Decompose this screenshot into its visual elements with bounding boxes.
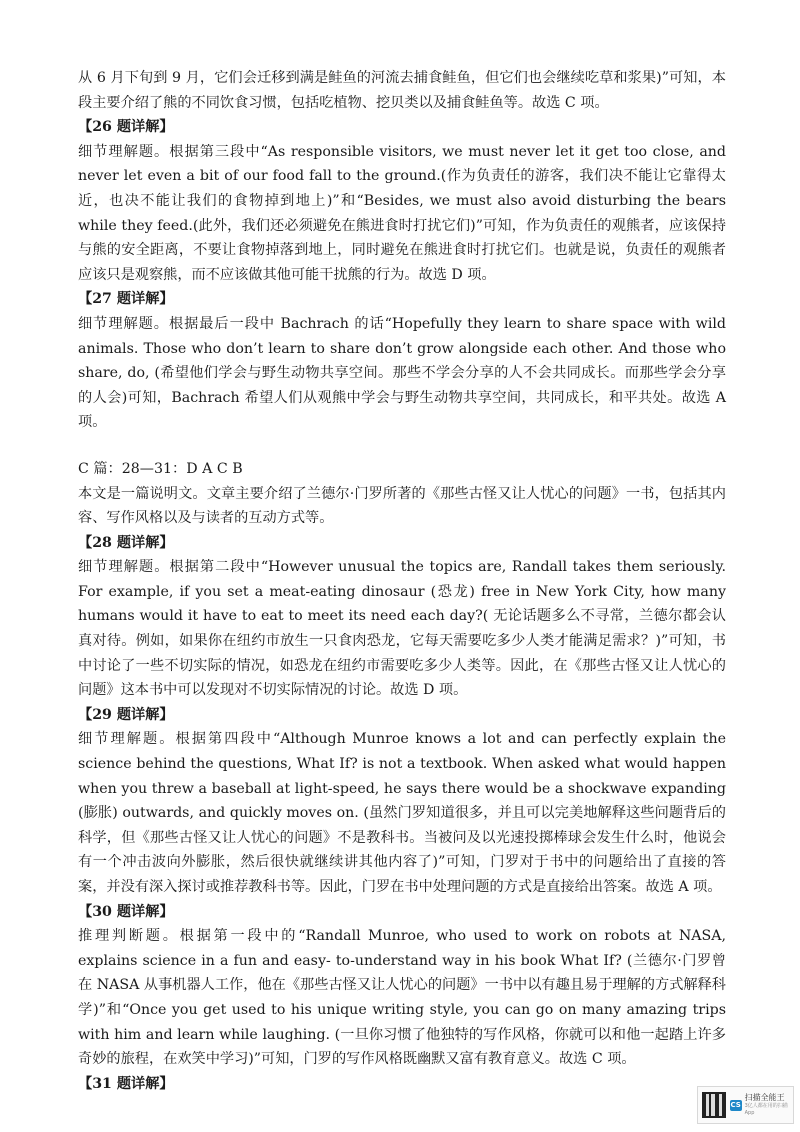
question-heading: 【29 题详解】 bbox=[78, 706, 174, 723]
question-heading: 【26 题详解】 bbox=[78, 119, 174, 136]
explanation-paragraph: 细节理解题。根据第四段中“Although Munroe knows a lot and can perfectly explain the science behind the questions, What If? is not a textbook. When asked what would happen when you threw a baseball at light-speed, he says there would be a shockwave expanding (膨胀) outwards, and quickly moves on. (虽然门罗知道很多，并且可以完美地解释这些问题背后的科学，但《那些古怪又让人忧心的问题》不是教科书。当被问及以光速投掷棒球会发生什么时，他说会有一个冲击波向外膨胀，然后很快就继续讲其他内容了)”可知，门罗对于书中的问题给出了直接的答案，并没有深入探讨或推荐教科书等。因此，门罗在书中处理问题的方式是直接给出答案。故选 A 项。 bbox=[78, 731, 726, 895]
question-heading: 【30 题详解】 bbox=[78, 903, 174, 920]
camscanner-logo-icon: CS bbox=[730, 1100, 741, 1109]
explanation-paragraph: 细节理解题。根据最后一段中 Bachrach 的话“Hopefully they learn to share space with wild animals. Those who don’t learn to share don’t grow alongside each other. And those who share, do, (希望他们学会与野生动物共享空间。那些不学会分享的人不会共同成长。而那些学会分享的人会)可知，Bachrach 希望人们从观熊中学会与野生动物共享空间，共同成长，和平共处。故选 A 项。 bbox=[78, 315, 726, 431]
explanation-paragraph: 本文是一篇说明文。文章主要介绍了兰德尔·门罗所著的《那些古怪又让人忧心的问题》一书，包括其内容、写作风格以及与读者的互动方式等。 bbox=[78, 485, 726, 527]
question-heading: 【27 题详解】 bbox=[78, 291, 174, 308]
document-body bbox=[78, 66, 726, 1096]
explanation-paragraph: C 篇：28—31：D A C B bbox=[78, 460, 243, 477]
question-heading: 【28 题详解】 bbox=[78, 534, 174, 551]
qr-code-icon bbox=[702, 1092, 726, 1118]
scanner-watermark bbox=[697, 1086, 794, 1124]
watermark-subtitle: 3亿人都在用的扫描App bbox=[744, 1103, 788, 1116]
question-heading: 【31 题详解】 bbox=[78, 1075, 174, 1092]
explanation-paragraph: 细节理解题。根据第三段中“As responsible visitors, we must never let it get too close, and never let even a bit of our food fall to the ground.(作为负责任的游客，我们决不能让它靠得太近，也决不能让我们的食物掉到地上)”和“Besides, we must also avoid disturbing the bears while they feed.(此外，我们还必须避免在熊进食时打扰它们)”可知，作为负责任的观熊者，应该保持与熊的安全距离，不要让食物掉落到地上，同时避免在熊进食时打扰它们。也就是说，负责任的观熊者应该只是观察熊，而不应该做其他可能干扰熊的行为。故选 D 项。 bbox=[78, 143, 726, 283]
watermark-text bbox=[745, 1093, 793, 1117]
explanation-paragraph: 从 6 月下旬到 9 月，它们会迁移到满是鲑鱼的河流去捕食鲑鱼，但它们也会继续吃草和浆果)”可知，本段主要介绍了熊的不同饮食习惯，包括吃植物、挖贝类以及捕食鲑鱼等。故选 C 项。 bbox=[78, 70, 726, 111]
watermark-title: 扫描全能王 bbox=[744, 1093, 785, 1102]
explanation-paragraph: 细节理解题。根据第二段中“However unusual the topics are, Randall takes them seriously. For example, if you set a meat-eating dinosaur (恐龙) free in New York City, how many humans would it have to eat to meet its need each day?( 无论话题多么不寻常，兰德尔都会认真对待。例如，如果你在纽约市放生一只食肉恐龙，它每天需要吃多少人类才能满足需求？)”可知，书中讨论了一些不切实际的情况，如恐龙在纽约市需要吃多少人类等。因此，在《那些古怪又让人忧心的问题》这本书中可以发现对不切实际情况的讨论。故选 D 项。 bbox=[78, 559, 726, 699]
explanation-paragraph: 推理判断题。根据第一段中的“Randall Munroe, who used to work on robots at NASA, explains science in a fun and easy- to-understand way in his book What If? (兰德尔·门罗曾在 NASA 从事机器人工作，他在《那些古怪又让人忧心的问题》一书中以有趣且易于理解的方式解释科学)”和“Once you get used to his unique writing style, you can go on many amazing trips with him and learn while laughing. (一旦你习惯了他独特的写作风格，你就可以和他一起踏上许多奇妙的旅程，在欢笑中学习)”可知，门罗的写作风格既幽默又富有教育意义。故选 C 项。 bbox=[78, 928, 726, 1068]
section-spacer bbox=[78, 435, 726, 457]
